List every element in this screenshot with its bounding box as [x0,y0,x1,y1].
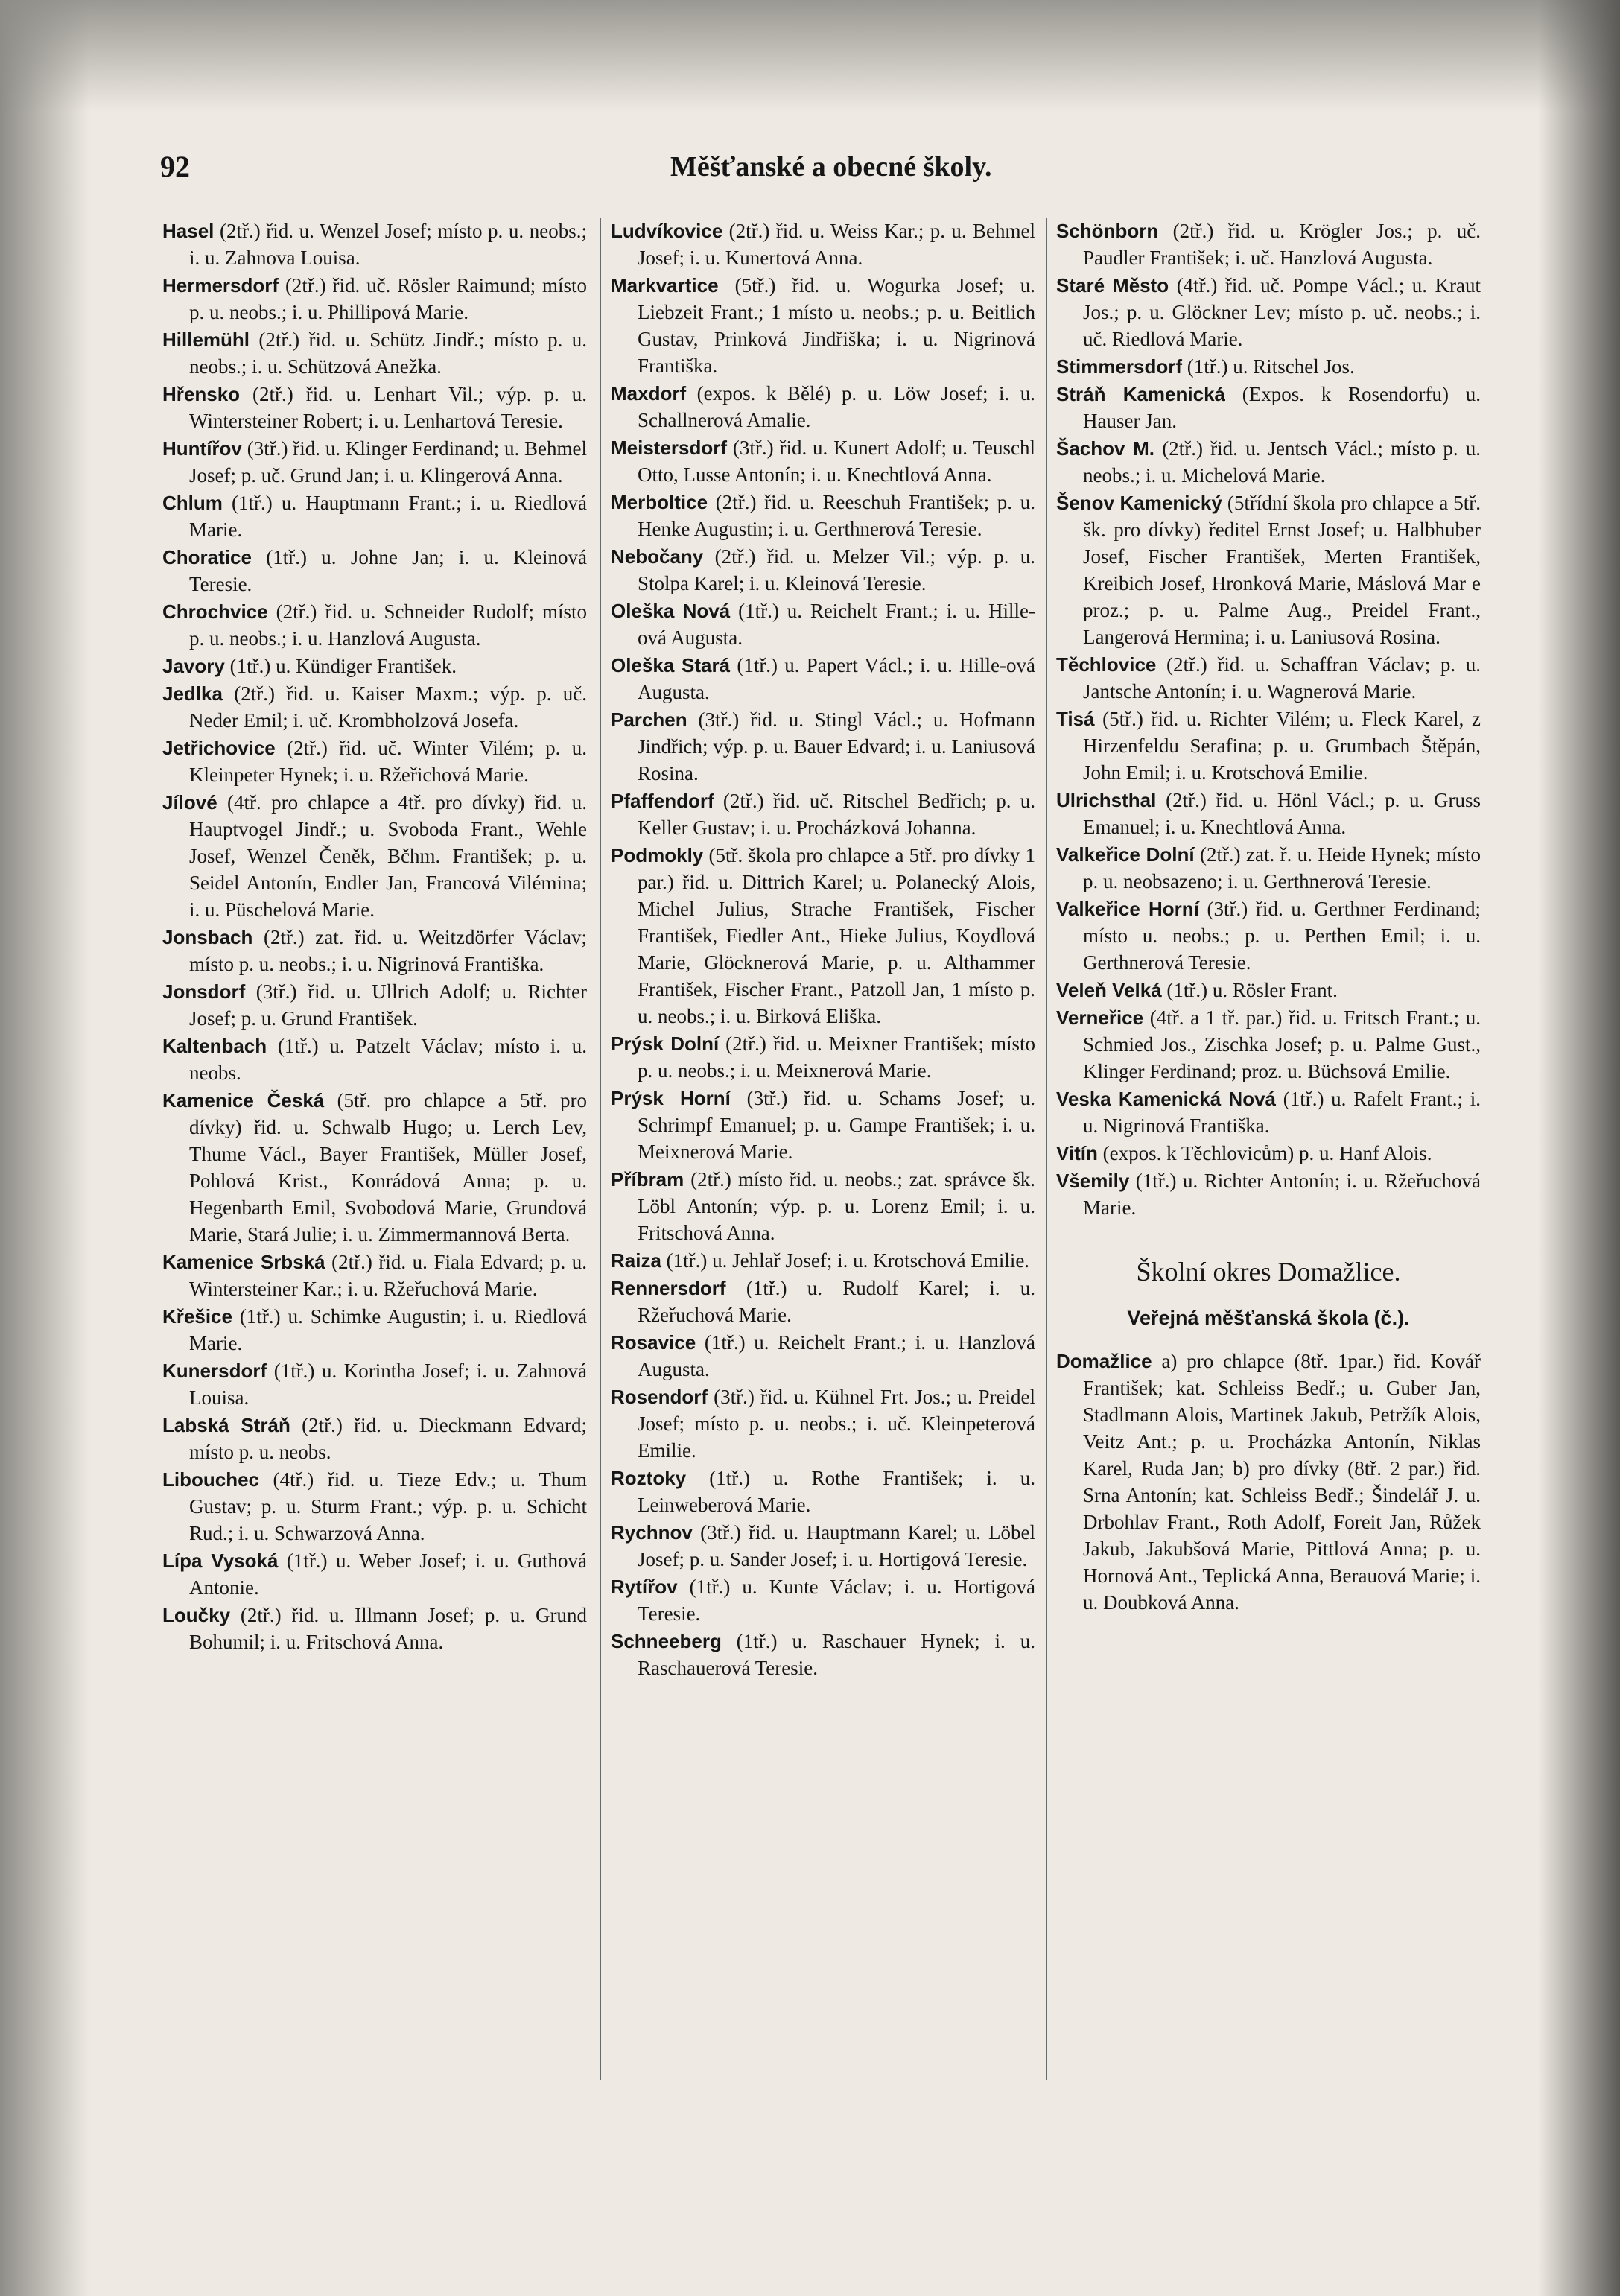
place-name: Jonsbach [162,926,253,948]
school-entry [162,1249,587,1302]
school-entry [1056,1140,1481,1167]
school-entry [1056,353,1481,380]
place-name: Všemily [1056,1170,1130,1192]
place-name: Hasel [162,220,215,242]
school-entry [162,218,587,271]
school-entry [162,680,587,734]
entry-details: (2tř.) řid. u. Dieckmann Edvard; místo p. u. neobs. [189,1414,587,1463]
place-name: Prýsk Dolní [611,1033,720,1055]
entry-details: (2tř.) řid. u. Schaffran Václav; p. u. Jantsche Antonín; i. u. Wagnerová Marie. [1083,653,1481,703]
place-name: Hermersdorf [162,274,279,296]
place-name: Rosavice [611,1331,696,1354]
entry-details: (2tř.) místo řid. u. neobs.; zat. správce šk. Löbl Antonín; výp. p. u. Lorenz Emil; i. u. Fritschová Anna. [638,1168,1035,1244]
school-entry [1056,977,1481,1003]
entry-details: (1tř.) u. Hauptmann Frant.; i. u. Riedlová Marie. [189,492,587,541]
entry-details: (2tř.) zat. ř. u. Heide Hynek; místo p. u. neobsazeno; i. u. Gerthnerová Teresie. [1083,843,1481,892]
entry-details: (5tř.) řid. u. Wogurka Josef; u. Liebzeit Frant.; 1 místo u. neobs.; p. u. Beitlich Gustav, Prinková Jindřiška; i. u. Nigrinová Františka. [638,274,1035,377]
place-name: Valkeřice Dolní [1056,843,1195,866]
column-2 [611,218,1035,2080]
school-entry [162,978,587,1032]
school-entry [162,489,587,543]
entry-details: (2tř.) řid. u. Meixner František; místo p. u. neobs.; i. u. Meixnerová Marie. [638,1033,1035,1082]
school-entry [162,1033,587,1086]
school-entry [1056,435,1481,489]
school-entry [1056,787,1481,840]
entry-details: (1tř.) u. Ritschel Jos. [1187,355,1355,378]
school-entry [1056,1348,1481,1616]
place-name: Těchlovice [1056,653,1157,676]
place-name: Oleška Nová [611,600,731,622]
school-entry [611,1465,1035,1518]
place-name: Podmokly [611,844,704,866]
entry-details: (5tř. škola pro chlapce a 5tř. pro dívky 1 par.) řid. u. Dittrich Karel; u. Polanecký Alois, Michel Julius, Strache František, Fischer František, Fiedler Ant., Hieke Julius, Koydlová Marie, Glöcknerová Marie, p. u. Althammer František, Fischer Frant., Patzoll Jan, 1 místo p. u. neobs.; i. u. Birková Eliška. [638,844,1035,1027]
place-name: Jílové [162,791,217,814]
place-name: Huntířov [162,437,242,460]
place-name: Pfaffendorf [611,790,714,812]
place-name: Rennersdorf [611,1277,726,1299]
school-entry [1056,489,1481,650]
scan-left-shadow [0,0,89,2296]
entry-details: (1tř.) u. Reichelt Frant.; i. u. Hanzlová Augusta. [638,1331,1035,1380]
entry-details: (3tř.) řid. u. Hauptmann Karel; u. Löbel Josef; p. u. Sander Josef; i. u. Hortigová Teresie. [638,1521,1035,1570]
place-name: Schneeberg [611,1630,722,1652]
place-name: Javory [162,655,225,677]
place-name: Roztoky [611,1467,687,1489]
school-entry [611,1030,1035,1084]
school-entry [162,272,587,326]
place-name: Hřensko [162,383,241,405]
school-entry [611,842,1035,1030]
entry-details: (5třídní škola pro chlapce a 5tř. šk. pro dívky) ředitel Ernst Josef; u. Halbhuber Josef, Fischer František, Merten František, Kreibich Josef, Hronková Marie, Máslová Mar e proz.; p. u. Palme Aug., Preidel Frant., Langerová Hermina; i. u. Laniusová Rosina. [1083,492,1481,648]
school-entry [1056,841,1481,895]
place-name: Domažlice [1056,1350,1152,1372]
place-name: Kamenice Česká [162,1089,325,1111]
place-name: Veleň Velká [1056,979,1162,1001]
entry-details: (expos. k Bělé) p. u. Löw Josef; i. u. Schallnerová Amalie. [638,382,1035,431]
place-name: Chlum [162,492,223,514]
place-name: Parchen [611,708,687,731]
place-name: Kunersdorf [162,1360,267,1382]
school-entry [611,597,1035,651]
place-name: Šachov M. [1056,437,1155,460]
entry-details: (2tř.) řid. u. Krögler Jos.; p. uč. Paudler František; i. uč. Hanzlová Augusta. [1083,220,1481,269]
place-name: Oleška Stará [611,654,731,676]
entry-details: (1tř.) u. Schimke Augustin; i. u. Riedlová Marie. [189,1305,587,1354]
school-entry [611,1247,1035,1274]
school-entry [162,1547,587,1601]
place-name: Tisá [1056,708,1095,730]
place-name: Hillemühl [162,329,250,351]
entry-details: (2tř.) řid. u. Kaiser Maxm.; výp. p. uč. Neder Emil; i. uč. Krombholzová Josefa. [189,682,587,732]
school-entry [611,1628,1035,1681]
school-type-heading: Veřejná měšťanská škola (č.). [1127,1307,1410,1329]
entry-details: (3tř.) řid. u. Kühnel Frt. Jos.; u. Preidel Josef; místo p. u. neobs.; i. uč. Kleinpeterová Emilie. [638,1386,1035,1462]
place-name: Choratice [162,546,252,568]
school-entry [162,435,587,489]
entry-details: (2tř.) řid. u. Illmann Josef; p. u. Grund Bohumil; i. u. Fritschová Anna. [189,1604,587,1653]
place-name: Rosendorf [611,1386,708,1408]
school-entry [1056,895,1481,976]
entry-details: (3tř.) řid. u. Stingl Václ.; u. Hofmann Jindřich; výp. p. u. Bauer Edvard; i. u. Laniusová Rosina. [638,708,1035,784]
scan-top-shadow [0,0,1620,112]
place-name: Chrochvice [162,600,268,623]
place-name: Jetřichovice [162,737,276,759]
school-entry [611,652,1035,705]
entry-details: (1tř.) u. Rothe František; i. u. Leinweberová Marie. [638,1467,1035,1516]
school-entry [162,1466,587,1547]
entry-details: (2tř.) řid. uč. Winter Vilém; p. u. Kleinpeter Hynek; i. u. Ržeřichová Marie. [189,737,587,786]
column-3 [1056,218,1481,2080]
place-name: Vitín [1056,1142,1098,1164]
school-entry [611,1085,1035,1165]
school-entry [1056,1167,1481,1221]
entry-details: (1tř.) u. Raschauer Hynek; i. u. Raschauerová Teresie. [638,1630,1035,1679]
entry-details: (2tř.) řid. u. Schneider Rudolf; místo p. u. neobs.; i. u. Hanzlová Augusta. [189,600,587,650]
school-entry [611,787,1035,841]
entry-details: (1tř.) u. Rafelt Frant.; i. u. Nigrinová Františka. [1083,1088,1481,1137]
entry-details: (5tř. pro chlapce a 5tř. pro dívky) řid. u. Schwalb Hugo; u. Lerch Lev, Thume Václ., Bayer František, Müller Josef, Pohlová Krist., Konrádová Anna; p. u. Hegenbarth Emil, Svobodová Marie, Grundová Marie, Stará Julie; i. u. Zimmermannová Berta. [189,1089,587,1246]
running-title: Měšťanské a obecné školy. [670,151,992,183]
place-name: Merboltice [611,491,708,513]
place-name: Stimmersdorf [1056,355,1183,378]
entry-details: (3tř.) řid. u. Gerthner Ferdinand; místo u. neobs.; p. u. Perthen Emil; i. u. Gerthnerová Teresie. [1083,898,1481,974]
entry-details: (expos. k Těchlovicům) p. u. Hanf Alois. [1102,1142,1432,1164]
place-name: Kamenice Srbská [162,1251,325,1273]
entry-details: (2tř.) řid. u. Weiss Kar.; p. u. Behmel Josef; i. u. Kunertová Anna. [638,220,1035,269]
school-entry [162,1087,587,1248]
school-entry [162,653,587,679]
place-name: Staré Město [1056,274,1169,296]
school-entry [1056,651,1481,705]
place-name: Nebočany [611,545,704,568]
entry-details: (2tř.) řid. u. Reeschuh František; p. u. Henke Augustin; i. u. Gerthnerová Teresie. [638,491,1035,540]
place-name: Jedlka [162,682,223,705]
place-name: Loučky [162,1604,231,1626]
entry-details: (3tř.) řid. u. Ullrich Adolf; u. Richter Josef; p. u. Grund František. [189,980,587,1030]
place-name: Stráň Kamenická [1056,383,1225,405]
entry-details: (4tř. pro chlapce a 4tř. pro dívky) řid. u. Hauptvogel Jindř.; u. Svoboda Frant., Wehle Josef, Wenzel Čeněk, Bčhm. František; p. u. Seidel Antonín, Endler Jan, Francová Vilémina; i. u. Püschelová Marie. [189,791,587,921]
entry-details: (2tř.) zat. řid. u. Weitzdörfer Václav; místo p. u. neobs.; i. u. Nigrinová Františka. [189,926,587,975]
place-name: Rytířov [611,1576,678,1598]
school-entry [611,489,1035,542]
scan-right-shadow [1538,0,1620,2296]
school-entry [162,735,587,788]
school-entry [162,1602,587,1655]
school-entry [611,434,1035,488]
entry-details: (4tř.) řid. uč. Pompe Václ.; u. Kraut Jos.; p. u. Glöckner Lev; místo p. uč. neobs.; i. uč. Riedlová Marie. [1083,274,1481,350]
entry-details: (3tř.) řid. u. Kunert Adolf; u. Teuschl Otto, Lusse Antonín; i. u. Knechtlová Anna. [638,437,1035,486]
school-entry [162,1412,587,1465]
entry-details: (1tř.) u. Johne Jan; i. u. Kleinová Teresie. [189,546,587,595]
column-1 [162,218,587,2080]
place-name: Ludvíkovice [611,220,723,242]
place-name: Libouchec [162,1468,260,1491]
place-name: Lípa Vysoká [162,1550,279,1572]
school-entry [611,1275,1035,1328]
school-entry [611,1166,1035,1246]
school-entry [1056,1085,1481,1139]
entry-details: (2tř.) řid. u. Schütz Jindř.; místo p. u. neobs.; i. u. Schützová Anežka. [189,329,587,378]
entry-details: (2tř.) řid. u. Fiala Edvard; p. u. Wintersteiner Kar.; i. u. Ržeřuchová Marie. [189,1251,587,1300]
school-entry [162,1357,587,1411]
place-name: Jonsdorf [162,980,246,1003]
column-divider [1046,218,1047,2080]
entry-details: (1tř.) u. Richter Antonín; i. u. Ržeřuchová Marie. [1083,1170,1481,1219]
place-name: Šenov Kamenický [1056,492,1222,514]
entry-details: (1tř.) u. Kündiger František. [229,655,457,677]
school-entry [611,1519,1035,1573]
place-name: Markvartice [611,274,719,296]
entry-details: (5tř.) řid. u. Richter Vilém; u. Fleck Karel, z Hirzenfeldu Serafina; p. u. Grumbach Štěpán, John Emil; i. u. Krotschová Emilie. [1083,708,1481,784]
school-entry [611,706,1035,787]
school-entry [611,1573,1035,1627]
place-name: Rychnov [611,1521,693,1544]
place-name: Raiza [611,1249,661,1272]
entry-details: (2tř.) řid. u. Hönl Václ.; p. u. Gruss Emanuel; i. u. Knechtlová Anna. [1083,789,1481,838]
entry-details: (1tř.) u. Rösler Frant. [1166,979,1338,1001]
district-heading: Školní okres Domažlice. [1136,1257,1401,1287]
place-name: Meistersdorf [611,437,728,459]
place-name: Verneřice [1056,1006,1144,1029]
place-name: Schönborn [1056,220,1159,242]
entry-details: (1tř.) u. Weber Josef; i. u. Guthová Antonie. [189,1550,587,1599]
entry-details: (Expos. k Rosendorfu) u. Hauser Jan. [1083,383,1481,432]
school-entry [611,218,1035,271]
entry-details: (4tř.) řid. u. Tieze Edv.; u. Thum Gustav; p. u. Sturm Frant.; výp. p. u. Schicht Rud.; i. u. Schwarzová Anna. [189,1468,587,1544]
place-name: Křešice [162,1305,232,1328]
place-name: Maxdorf [611,382,687,405]
place-name: Valkeřice Horní [1056,898,1199,920]
school-entry [162,381,587,434]
entry-details: (3tř.) řid. u. Schams Josef; u. Schrimpf Emanuel; p. u. Gampe František; i. u. Meixnerová Marie. [638,1087,1035,1163]
school-entry [162,544,587,597]
entry-details: (2tř.) řid. u. Wenzel Josef; místo p. u. neobs.; i. u. Zahnova Louisa. [189,220,587,269]
place-name: Kaltenbach [162,1035,267,1057]
entry-details: (1tř.) u. Korintha Josef; i. u. Zahnová Louisa. [189,1360,587,1409]
entry-details: (2tř.) řid. uč. Rösler Raimund; místo p. u. neobs.; i. u. Phillipová Marie. [189,274,587,323]
entry-details: a) pro chlapce (8tř. 1par.) řid. Kovář František; kat. Schleiss Bedř.; u. Guber Jan, Stadlmann Alois, Martinek Jakub, Petržík Alois, Veitz Ant.; p. u. Procházka Antonín, Niklas Karel, Ruda Jan; b) pro dívky (8tř. 2 par.) řid. Srna Antonín; kat. Schleiss Bedř.; Šindelář J. u. Drbohlav Frant., Roth Adolf, Foreit Jan, Růžek Jakub, Jakubšová Marie, Pittlová Anna; p. u. Hornová Ant., Teplická Anna, Berauová Marie; i. u. Doubková Anna. [1083,1350,1481,1614]
school-entry [162,1303,587,1357]
school-entry [162,326,587,380]
school-entry [1056,218,1481,271]
school-entry [611,1329,1035,1383]
column-divider [600,218,601,2080]
place-name: Ulrichsthal [1056,789,1157,811]
school-entry [162,598,587,652]
entry-details: (1tř.) u. Reichelt Frant.; i. u. Hille-ová Augusta. [638,600,1035,649]
entry-details: (2tř.) řid. u. Melzer Vil.; výp. p. u. Stolpa Karel; i. u. Kleinová Teresie. [638,545,1035,594]
school-entry [611,272,1035,379]
entry-details: (2tř.) řid. u. Lenhart Vil.; výp. p. u. Wintersteiner Robert; i. u. Lenhartová Teresie. [189,383,587,432]
entry-details: (1tř.) u. Patzelt Václav; místo i. u. neobs. [189,1035,587,1084]
entry-details: (4tř. a 1 tř. par.) řid. u. Fritsch Frant.; u. Schmied Jos., Zischka Josef; p. u. Palme Gust., Klinger Ferdinand; proz. u. Büchsová Emilie. [1083,1006,1481,1082]
entry-details: (1tř.) u. Kunte Václav; i. u. Hortigová Teresie. [638,1576,1035,1625]
place-name: Příbram [611,1168,684,1190]
school-entry [1056,705,1481,786]
entry-details: (2tř.) řid. u. Jentsch Václ.; místo p. u. neobs.; i. u. Michelová Marie. [1083,437,1481,486]
page-number: 92 [160,150,190,183]
school-entry [1056,272,1481,352]
entry-details: (1tř.) u. Jehlař Josef; i. u. Krotschová Emilie. [666,1249,1030,1272]
place-name: Prýsk Horní [611,1087,731,1109]
place-name: Veska Kamenická Nová [1056,1088,1276,1110]
entry-details: (2tř.) řid. uč. Ritschel Bedřich; p. u. Keller Gustav; i. u. Procházková Johanna. [638,790,1035,839]
entry-details: (1tř.) u. Papert Václ.; i. u. Hille-ová Augusta. [638,654,1035,703]
school-entry [1056,381,1481,434]
school-entry [611,543,1035,597]
school-entry [162,924,587,977]
entry-details: (1tř.) u. Rudolf Karel; i. u. Ržeřuchová Marie. [638,1277,1035,1326]
place-name: Labská Stráň [162,1414,290,1436]
school-entry [1056,1004,1481,1085]
entry-details: (3tř.) řid. u. Klinger Ferdinand; u. Behmel Josef; p. uč. Grund Jan; i. u. Klingerová Anna. [189,437,587,486]
school-entry [611,1383,1035,1464]
school-entry [611,380,1035,434]
school-entry [162,789,587,923]
